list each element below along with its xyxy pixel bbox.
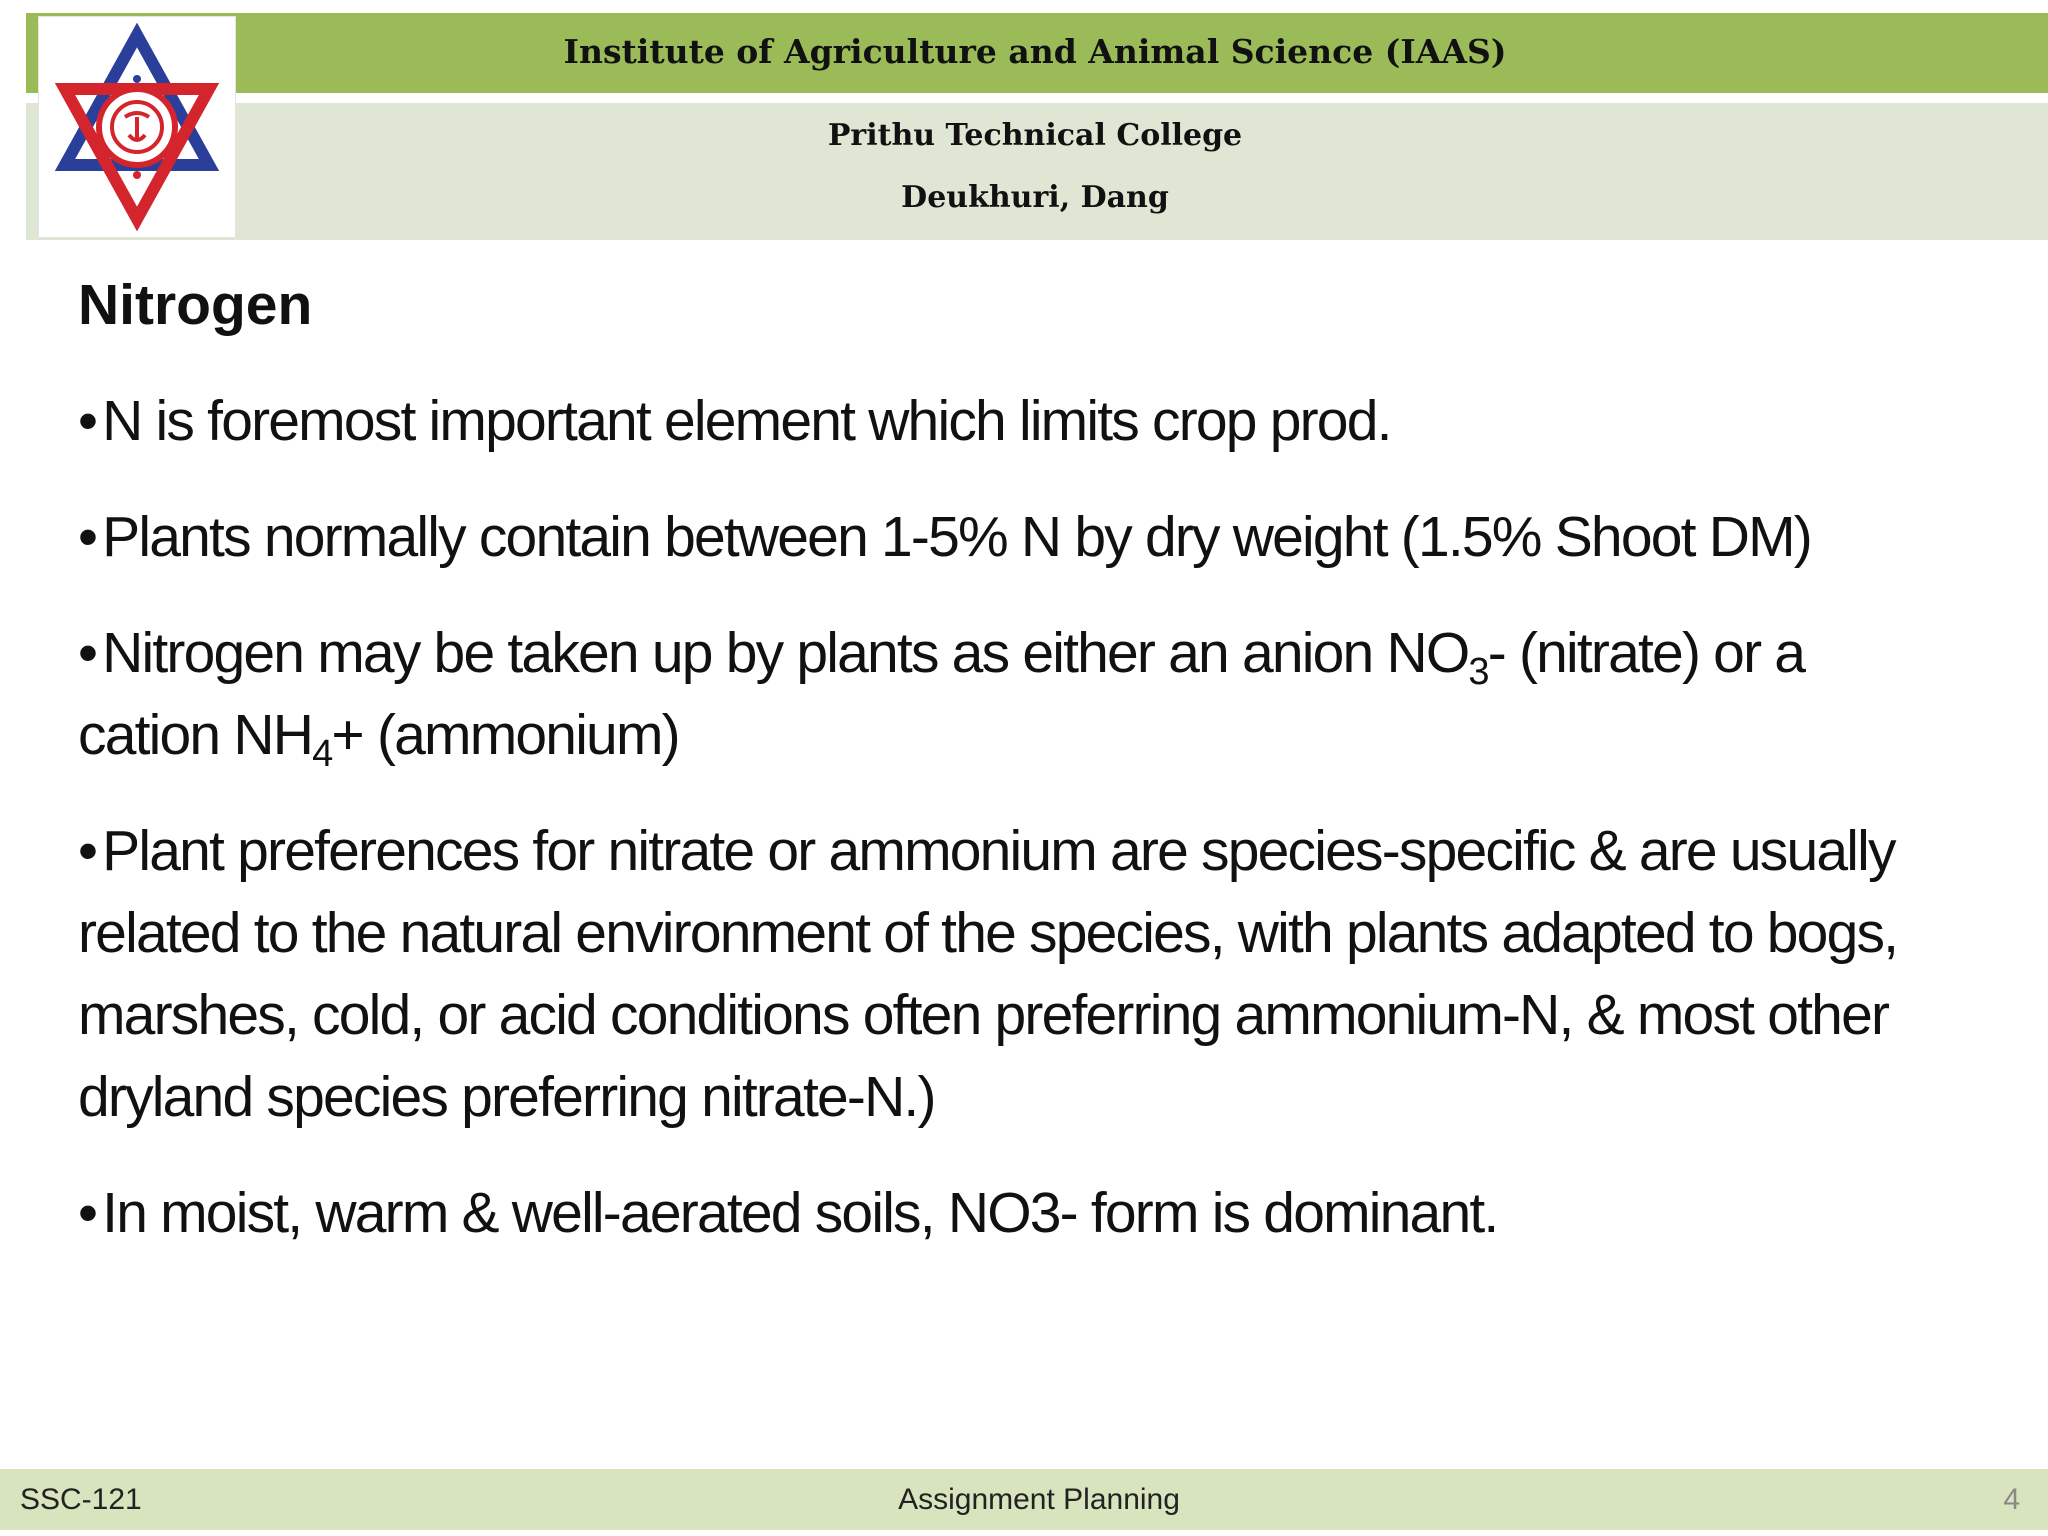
bullet-1 xyxy=(78,380,1958,462)
bullet-2 xyxy=(78,496,1958,578)
institute-name: Institute of Agriculture and Animal Science (IAAS) xyxy=(563,32,1507,71)
bullet-3 xyxy=(78,612,1958,776)
college-location: Deukhuri, Dang xyxy=(901,180,1169,215)
bullet-marker: • xyxy=(78,1181,97,1245)
bullet-4 xyxy=(78,810,1958,1138)
footer-bar xyxy=(0,1469,2048,1530)
bullet-1-text: N is foremost important element which limits crop prod. xyxy=(102,389,1391,453)
bullet-3-text-part1: Nitrogen may be taken up by plants as either an anion NO xyxy=(102,621,1469,685)
nitrate-subscript: 3 xyxy=(1468,651,1488,693)
bullet-5 xyxy=(78,1172,1958,1254)
logo xyxy=(38,16,236,238)
bullet-marker: • xyxy=(78,621,97,685)
college-name: Prithu Technical College xyxy=(827,118,1243,153)
tribhuvan-university-emblem-icon xyxy=(39,17,235,237)
bullet-marker: • xyxy=(78,819,97,883)
bullet-marker: • xyxy=(78,389,97,453)
bullet-3-text-part2: - (nitrate) or a cation NH xyxy=(78,621,1805,767)
bullet-3-text-part3: + (ammonium) xyxy=(331,703,679,767)
bullet-4-text: Plant preferences for nitrate or ammonium are species-specific & are usually related to the natural environment of the species, with plants adapted to bogs, marshes, cold, or acid conditions often preferring ammonium-N, & most other dryland species preferring nitrate-N.) xyxy=(78,819,1898,1129)
footer-course-code: SSC-121 xyxy=(20,1483,142,1516)
bullet-marker: • xyxy=(78,505,97,569)
slide-content xyxy=(78,380,1958,1288)
page-number: 4 xyxy=(2003,1483,2020,1516)
footer-topic: Assignment Planning xyxy=(898,1483,1180,1516)
bullet-2-text: Plants normally contain between 1-5% N by dry weight (1.5% Shoot DM) xyxy=(102,505,1811,569)
slide-title: Nitrogen xyxy=(78,273,313,337)
bullet-5-text: In moist, warm & well-aerated soils, NO3- form is dominant. xyxy=(102,1181,1498,1245)
ammonium-subscript: 4 xyxy=(312,733,332,775)
